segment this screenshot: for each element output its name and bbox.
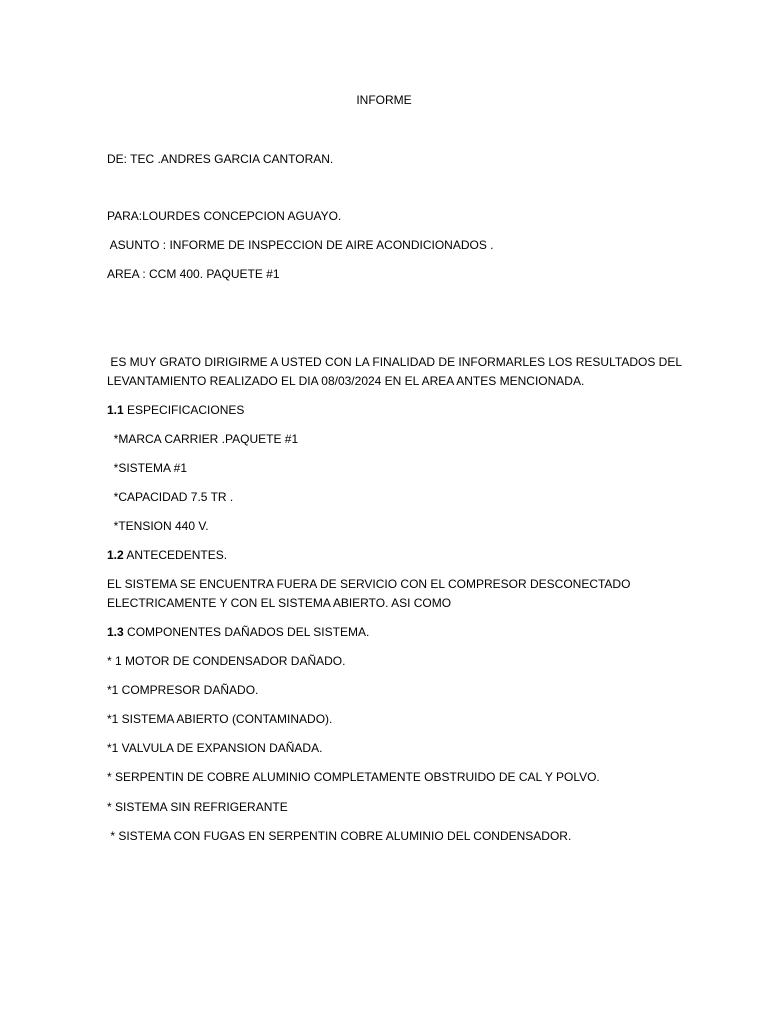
spec-item: *SISTEMA #1 <box>107 461 188 475</box>
section-heading-background <box>107 546 227 564</box>
section-title: ESPECIFICACIONES <box>123 403 245 417</box>
subject-line: ASUNTO : INFORME DE INSPECCION DE AIRE ACONDICIONADOS . <box>107 238 494 252</box>
to-line: PARA:LOURDES CONCEPCION AGUAYO. <box>107 209 342 223</box>
damaged-item: * SISTEMA SIN REFRIGERANTE <box>107 800 288 814</box>
section-title: COMPONENTES DAÑADOS DEL SISTEMA. <box>123 625 370 639</box>
damaged-item: *1 VALVULA DE EXPANSION DAÑADA. <box>107 741 323 755</box>
from-line: DE: TEC .ANDRES GARCIA CANTORAN. <box>107 152 334 166</box>
area-line: AREA : CCM 400. PAQUETE #1 <box>107 267 280 281</box>
spec-item: *CAPACIDAD 7.5 TR . <box>107 490 234 504</box>
section-number: 1.3 <box>107 625 124 639</box>
spec-item: *TENSION 440 V. <box>107 519 209 533</box>
damaged-item: * SERPENTIN DE COBRE ALUMINIO COMPLETAMENTE OBSTRUIDO DE CAL Y POLVO. <box>107 770 600 784</box>
section-heading-damaged-components <box>107 623 369 641</box>
section-heading-specifications <box>107 401 244 419</box>
section-title: ANTECEDENTES. <box>123 548 228 562</box>
damaged-item: * 1 MOTOR DE CONDENSADOR DAÑADO. <box>107 654 346 668</box>
damaged-item: *1 COMPRESOR DAÑADO. <box>107 683 259 697</box>
intro-line-2: LEVANTAMIENTO REALIZADO EL DIA 08/03/2024 EN EL AREA ANTES MENCIONADA. <box>107 374 585 388</box>
damaged-item: * SISTEMA CON FUGAS EN SERPENTIN COBRE ALUMINIO DEL CONDENSADOR. <box>107 829 572 843</box>
section-number: 1.1 <box>107 403 124 417</box>
spec-item: *MARCA CARRIER .PAQUETE #1 <box>107 432 299 446</box>
background-line-1: EL SISTEMA SE ENCUENTRA FUERA DE SERVICIO CON EL COMPRESOR DESCONECTADO <box>107 577 631 591</box>
section-number: 1.2 <box>107 548 124 562</box>
document-title: INFORME <box>356 93 412 107</box>
damaged-item: *1 SISTEMA ABIERTO (CONTAMINADO). <box>107 712 333 726</box>
intro-line-1: ES MUY GRATO DIRIGIRME A USTED CON LA FINALIDAD DE INFORMARLES LOS RESULTADOS DEL <box>107 355 683 369</box>
background-line-2: ELECTRICAMENTE Y CON EL SISTEMA ABIERTO. ASI COMO <box>107 596 452 610</box>
